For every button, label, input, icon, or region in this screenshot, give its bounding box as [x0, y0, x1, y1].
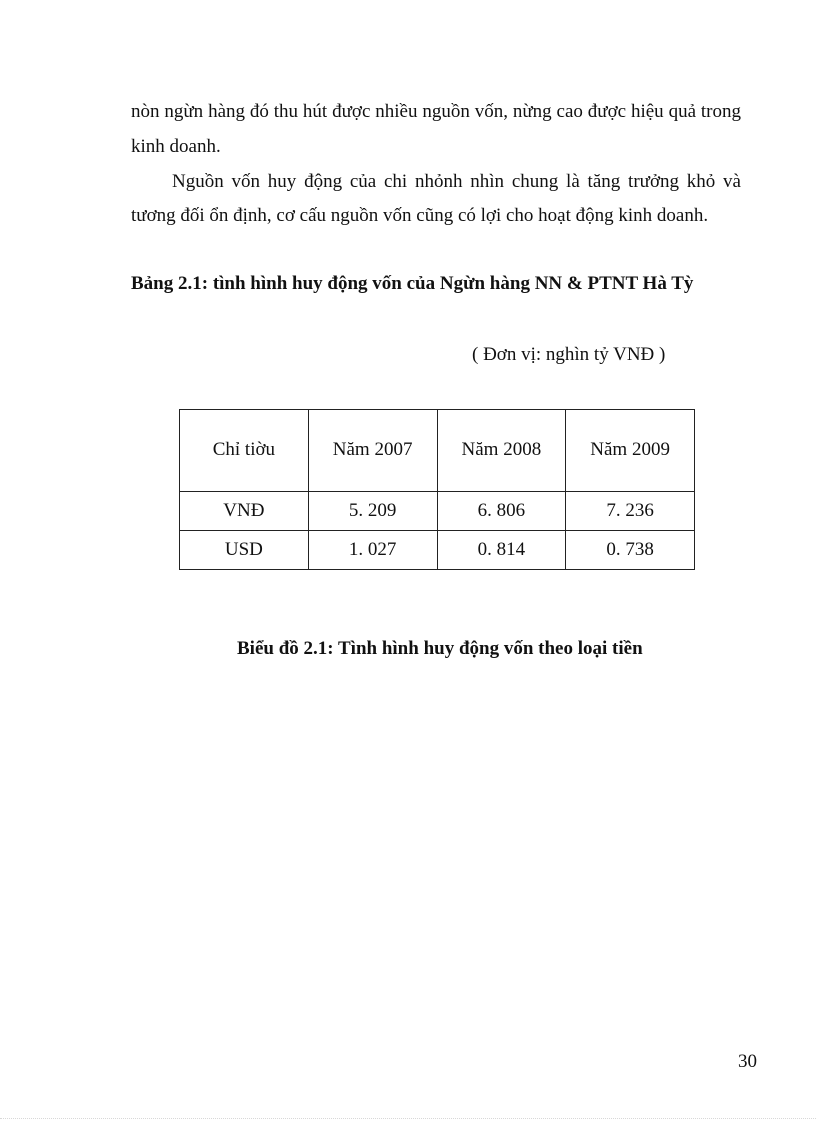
unit-note: ( Đơn vị: nghìn tỷ VNĐ ) — [472, 344, 666, 365]
table-row — [180, 530, 695, 569]
table-cell: 0. 814 — [437, 530, 566, 569]
chart-caption: Biểu đồ 2.1: Tình hình huy động vốn theo loại tiền — [237, 638, 643, 659]
table-cell: USD — [180, 530, 309, 569]
table-caption: Bảng 2.1: tình hình huy động vốn của Ngừn hàng NN & PTNT Hà Tỳ — [131, 273, 694, 294]
footer-divider — [0, 1118, 816, 1119]
table-cell: 6. 806 — [437, 491, 566, 530]
table-cell: 5. 209 — [308, 491, 437, 530]
table-header-row — [180, 410, 695, 492]
table-cell: 7. 236 — [566, 491, 695, 530]
paragraph-2-line-2: tương đối ổn định, cơ cấu nguồn vốn cũng có lợi cho hoạt động kinh doanh. — [131, 205, 709, 226]
page-number: 30 — [738, 1051, 757, 1072]
paragraph-1-line-2: kinh doanh. — [131, 136, 221, 157]
table-header-cell: Năm 2009 — [566, 410, 695, 492]
table-header-cell: Năm 2008 — [437, 410, 566, 492]
table-cell: 1. 027 — [308, 530, 437, 569]
table-cell: VNĐ — [180, 491, 309, 530]
table-row — [180, 491, 695, 530]
data-table — [179, 409, 695, 570]
paragraph-2-line-1: Nguồn vốn huy động của chi nhỏnh nhìn chung là tăng trưởng khỏ và — [172, 171, 741, 192]
table-header-cell: Chỉ tiờu — [180, 410, 309, 492]
paragraph-1-line-1: nòn ngừn hàng đó thu hút được nhiều nguồn vốn, nừng cao được hiệu quả trong — [131, 101, 741, 122]
table-cell: 0. 738 — [566, 530, 695, 569]
table-header-cell: Năm 2007 — [308, 410, 437, 492]
